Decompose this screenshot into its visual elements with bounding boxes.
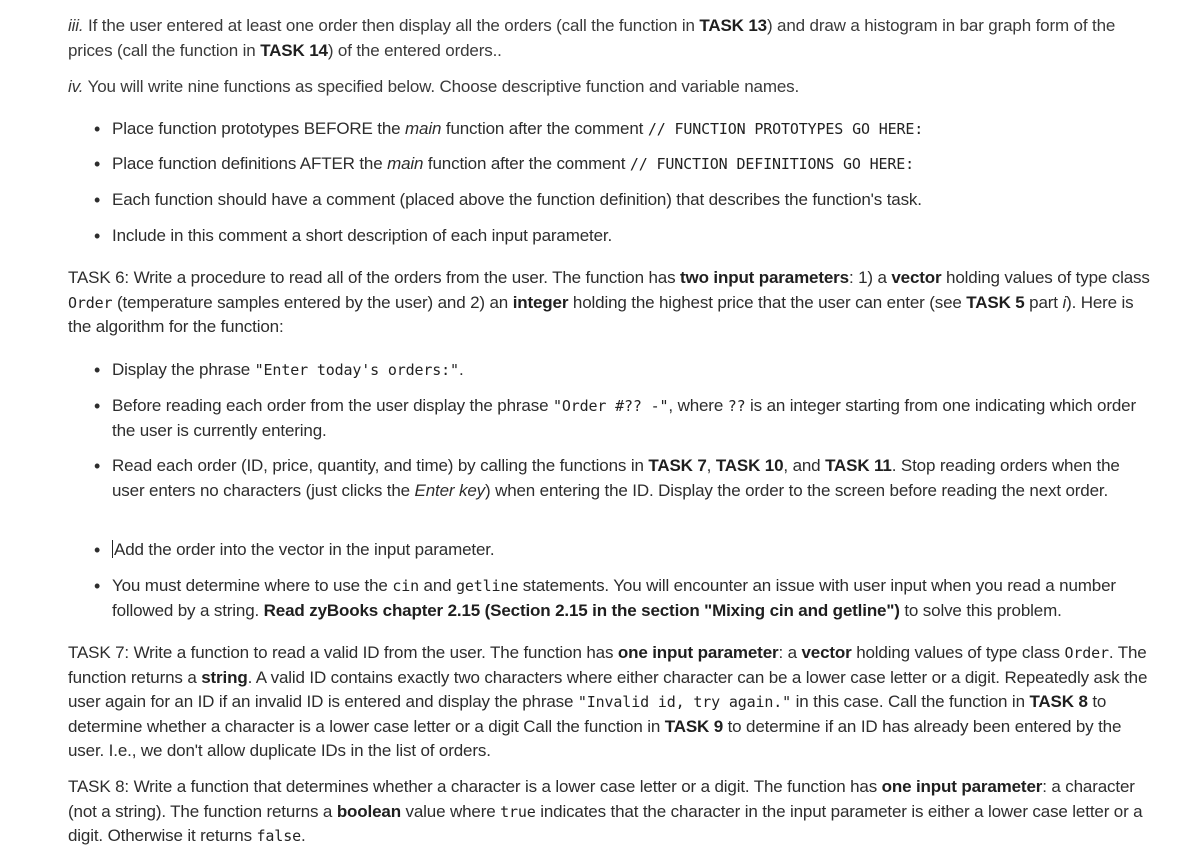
rule-bullet-2: • Place function definitions AFTER the main function after the comment // FUNCTION DEFINITIONS GO HERE: bbox=[112, 152, 1155, 177]
bullet-dot: • bbox=[94, 456, 101, 476]
task6-label: TASK 6 bbox=[68, 268, 125, 287]
task7-label: TASK 7 bbox=[68, 643, 125, 662]
code-snippet: "Invalid id, try again." bbox=[577, 693, 792, 711]
task6-bullet-1: • Display the phrase "Enter today's orders:". bbox=[112, 358, 1155, 383]
bullet-dot: • bbox=[94, 396, 101, 416]
code-snippet: "Order #?? -" bbox=[552, 397, 669, 415]
task6-paragraph: TASK 6: Write a procedure to read all of the orders from the user. The function has two input parameters: 1) a vector holding values of type class Order (temperature samples entered by the user) and 2) an integer holding the highest price that the user can enter (see TASK 5 part i). Here is the algorithm for the function: bbox=[68, 268, 1150, 336]
bullet-dot: • bbox=[94, 154, 101, 174]
rule-bullet-1: • Place function prototypes BEFORE the main function after the comment // FUNCTION PROTOTYPES GO HERE: bbox=[112, 117, 1155, 142]
bullet-dot: • bbox=[94, 360, 101, 380]
code-snippet: // FUNCTION PROTOTYPES GO HERE: bbox=[647, 120, 924, 138]
code-snippet: getline bbox=[456, 577, 519, 595]
code-snippet: "Enter today's orders:" bbox=[254, 361, 459, 379]
bullet-dot: • bbox=[94, 119, 101, 139]
task8-paragraph: TASK 8: Write a function that determines whether a character is a lower case letter or a digit. The function has one input parameter: a character (not a string). The function returns a boolean value where true indicates that the character in the input parameter is either a lower case letter or a digit. Otherwise it returns false. bbox=[68, 777, 1143, 845]
intro-iv-paragraph: iv. You will write nine functions as specified below. Choose descriptive function and variable names. bbox=[68, 77, 800, 96]
task7-paragraph: TASK 7: Write a function to read a valid ID from the user. The function has one input parameter: a vector holding values of type class Order. The function returns a string. A valid ID contains exactly two characters where either character can be a lower case letter or a digit. Repeatedly ask the user again for an ID if an invalid ID is entered and display the phrase "Invalid id, try again." in this case. Call the function in TASK 8 to determine whether a character is a lower case letter or a digit Call the function in TASK 9 to determine if an ID has already been entered by the user. I.e., we don't allow duplicate IDs in the list of orders. bbox=[68, 643, 1148, 760]
task6-bullet-2: • Before reading each order from the user display the phrase "Order #?? -", where ?? is an integer starting from one indicating which order the user is currently entering. bbox=[94, 396, 1136, 440]
code-snippet: true bbox=[500, 802, 536, 821]
rule-bullet-3: • Each function should have a comment (placed above the function definition) that describes the function's task. bbox=[112, 188, 1155, 213]
task8-label: TASK 8 bbox=[68, 777, 125, 796]
bullet-dot: • bbox=[94, 226, 101, 246]
roman-numeral-iii: iii. bbox=[68, 16, 84, 35]
task6-bullet-3: • Read each order (ID, price, quantity, and time) by calling the functions in TASK 7, TASK 10, and TASK 11. Stop reading orders when the user enters no characters (just clicks the Enter key) when entering the ID. Display the order to the screen before reading the next order. bbox=[94, 456, 1120, 500]
code-snippet: Order bbox=[1064, 644, 1109, 662]
bullet-dot: • bbox=[94, 190, 101, 210]
text-cursor bbox=[112, 540, 113, 558]
code-snippet: // FUNCTION DEFINITIONS GO HERE: bbox=[629, 155, 915, 173]
intro-iii-paragraph: iii. If the user entered at least one order then display all the orders (call the function in TASK 13) and draw a histogram in bar graph form of the prices (call the function in TASK 14) of the entered orders.. bbox=[68, 16, 1116, 60]
code-snippet: false bbox=[256, 827, 301, 845]
rule-bullet-4: • Include in this comment a short description of each input parameter. bbox=[112, 224, 1155, 249]
bullet-dot: • bbox=[94, 540, 101, 560]
code-snippet: Order bbox=[68, 293, 113, 312]
code-snippet: cin bbox=[392, 577, 419, 595]
task13-ref: TASK 13 bbox=[699, 16, 767, 35]
task6-bullet-5: • You must determine where to use the cin and getline statements. You will encounter an issue with user input when you read a number followed by a string. Read zyBooks chapter 2.15 (Section 2.15 in the section "Mixing cin and getline") to solve this problem. bbox=[94, 576, 1116, 620]
code-snippet: ?? bbox=[727, 397, 746, 415]
bullet-dot: • bbox=[94, 576, 101, 596]
roman-numeral-iv: iv. bbox=[68, 77, 84, 96]
task14-ref: TASK 14 bbox=[260, 40, 328, 60]
task6-bullet-4: • Add the order into the vector in the input parameter. bbox=[112, 538, 1155, 563]
